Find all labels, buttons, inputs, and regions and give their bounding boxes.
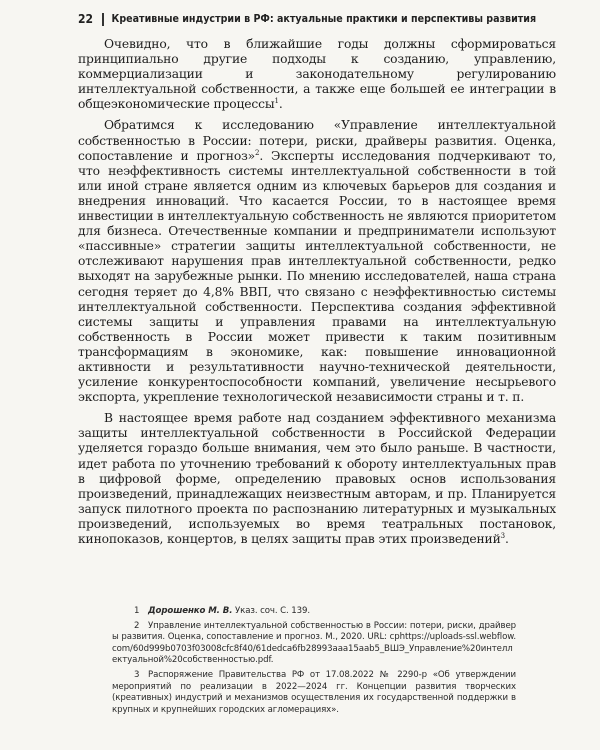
- footnote-ref-2: 2: [255, 148, 260, 157]
- footnote-ref-3: 3: [500, 532, 505, 540]
- footnote-2-number: 2: [134, 620, 140, 631]
- header-divider: [102, 13, 104, 26]
- paragraph-2-text-a: Обратимся к исследованию «Управление интеллектуальной собственностью в России: потери, риски, драйверы развития. Оценка, сопоставление и прогноз»: [78, 118, 556, 163]
- paragraph-3: В настоящее время работе над созданием эффективного механизма защиты интеллектуальной собственности в Российской Федерации уделяется гораздо больше внимания, чем это было раньше. В частности, идет работа по уточнению требований к обороту интеллектуальных прав в цифровой форме, определению правовых основ использования произведений, принадлежащих неизвестным авторам, и пр. Планируется запуск пилотного проекта по распознанию литературных и музыкальных произведений, используемых во время театральных постановок, кинопоказов, концертов, в целях защиты прав этих произведений$^3$.: [78, 411, 556, 546]
- footnote-1: [112, 606, 516, 618]
- paragraph-3-text: В настоящее время работе над созданием эффективного механизма защиты интеллектуальной собственности в Российской Федерации уделяется гораздо больше внимания, чем это было раньше. В частности, идет работа по уточнению требований к обороту интеллектуальных прав в цифровой форме, определению правовых основ использования произведений, принадлежащих неизвестным авторам, и пр. Планируется запуск пилотного проекта по распознанию литературных и музыкальных произведений, используемых во время театральных постановок, кинопоказов, концертов, в целях защиты прав этих произведений: [78, 411, 556, 546]
- footnote-3-number: 3: [134, 669, 140, 680]
- running-title: Креативные индустрии в РФ: актуальные практики и перспективы развития: [111, 13, 537, 25]
- body-text: [78, 37, 556, 547]
- footnote-2: [112, 621, 516, 667]
- footnote-1-text: Указ. соч. С. 139.: [232, 606, 311, 616]
- paragraph-2-text-b: . Эксперты исследования подчеркивают то, что неэффективность системы интеллектуальной собственности в той или иной стране является одним из ключевых барьеров для создания и внедрения инноваций. Что касается России, то в настоящее время инвестиции в интеллектуальную собственность не являются приоритетом для бизнеса. Отечественные компании и предприниматели используют «пассивные» стратегии защиты интеллектуальной собственности, не отслеживают нарушения прав интеллектуальной собственности, редко выходят на зарубежные рынки. По мнению исследователей, наша страна сегодня теряет до 4,8% ВВП, что связано с неэффективностью системы интеллектуальной собственности. Перспектива создания эффективной системы защиты и управления правами на интеллектуальную собственность в России может привести к таким позитивным трансформациям в экономике, как: повышение инновационной активности и результативности научно-технической деятельности, усиление конкурентоспособности компаний, увеличение несырьевого экспорта, укрепление технологической независимости страны и т. п.: [78, 148, 557, 405]
- footnote-3-text: Распоряжение Правительства РФ от 17.08.2022 № 2290-р «Об утверждении мероприятий по реализации в 2022—2024 гг. Концепции развития творческих (креативных) индустрий и механизмов осуществления их государственной поддержки в крупных и крупнейших городских агломерациях».: [112, 669, 516, 715]
- footnote-1-number: 1: [134, 606, 140, 616]
- footnote-ref-1: 1: [274, 97, 279, 106]
- paragraph-1-text: Очевидно, что в ближайшие годы должны сформироваться принципиально другие подходы к созданию, управлению, коммерциализации и законодательному регулированию интеллектуальной собственности, а также еще большей ее интеграции в общеэкономические процессы: [78, 37, 556, 112]
- footnote-1-author: Дорошенко М. В.: [148, 606, 233, 616]
- running-header: [78, 12, 548, 26]
- paragraph-1: Очевидно, что в ближайшие годы должны сформироваться принципиально другие подходы к созданию, управлению, коммерциализации и законодательному регулированию интеллектуальной собственности, а также еще большей ее интеграции в общеэкономические процессы$^1$.: [78, 37, 556, 112]
- paragraph-2: [78, 118, 556, 405]
- page-number: 22: [78, 12, 94, 26]
- footnote-2-text: Управление интеллектуальной собственностью в России: потери, риски, драйверы развития. Оценка, сопоставление и прогноз. М., 2020. URL: cphttps://uploads-ssl.webflow.com/60d999b0703f03008cfc8f40/61dedca6fb28993aaa15aab5_ВШЭ_Управление%20интеллектуальной%20собственностью.pdf.: [112, 620, 516, 666]
- footnotes: [112, 606, 516, 719]
- footnote-3: [112, 670, 516, 716]
